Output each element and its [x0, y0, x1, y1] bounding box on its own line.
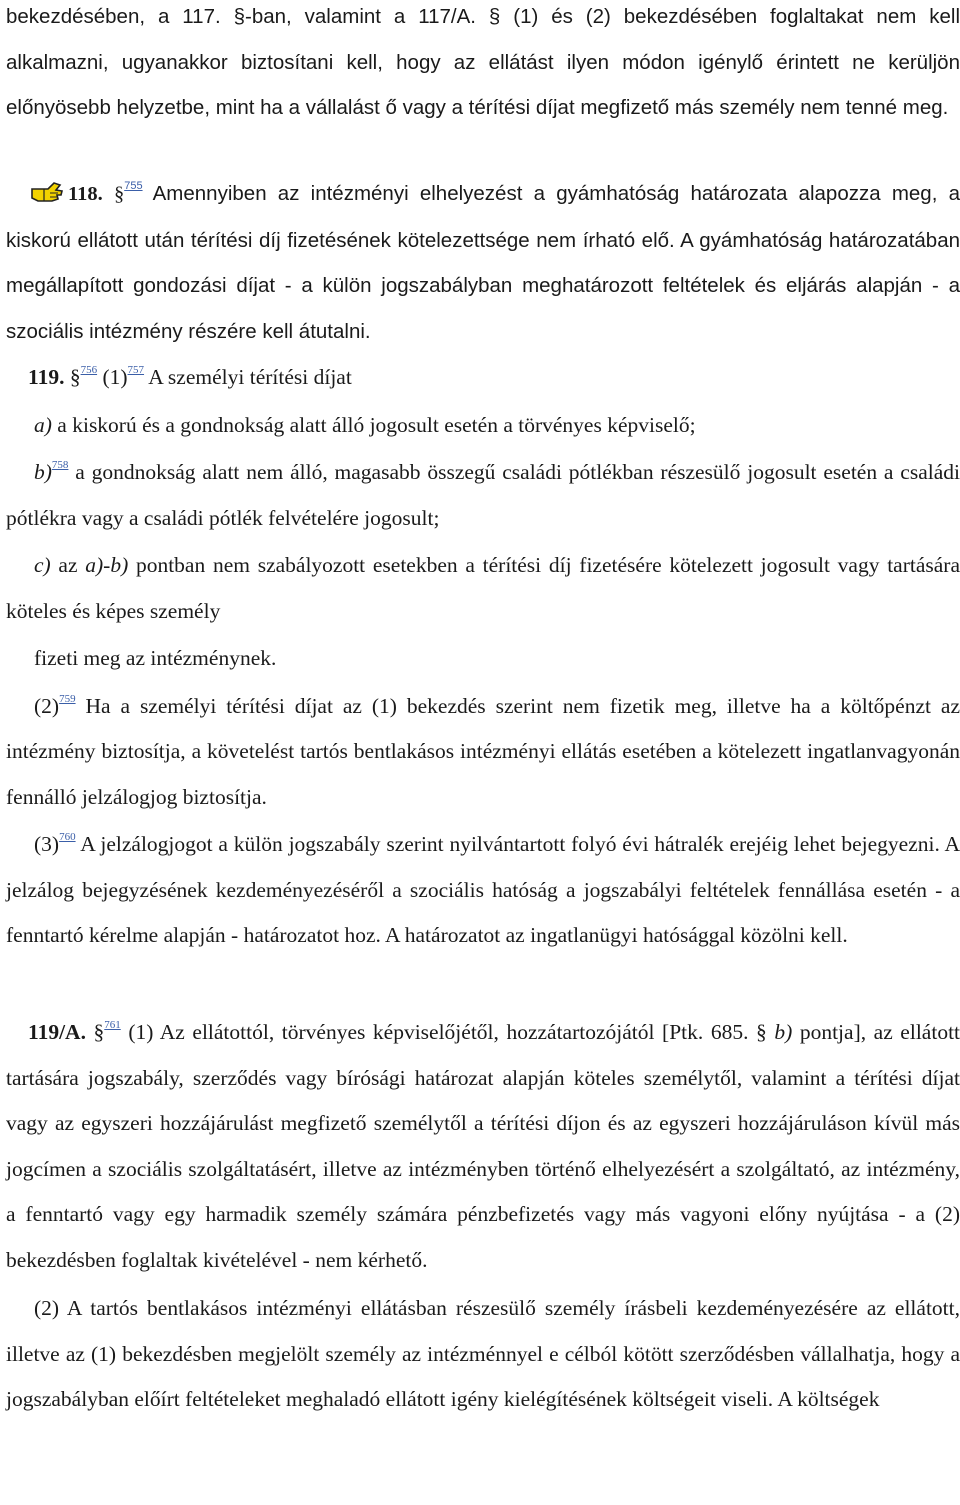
paragraph-label: (2)	[34, 693, 60, 718]
section-119a-para-2: (2) A tartós bentlakásos intézményi ellátásban részesülő személy írásbeli kezdeményezésére az ellátott, illetve az (1) bekezdésben megjelölt személy az intézménnyel e célból kötött szerződésben vállalhatja, hogy a jogszabályban előírt feltételeket meghaladó ellátott igény kielégítésének költségeit viseli. A költségek	[6, 1296, 960, 1411]
section-118-text	[6, 171, 960, 354]
footnote-link-755[interactable]: 755	[124, 180, 143, 192]
footnote-link-761[interactable]: 761	[104, 1019, 121, 1031]
paragraph-label: (1)	[97, 365, 128, 389]
section-sign: §	[93, 1020, 105, 1044]
paragraph-text: Ha a személyi térítési díjat az (1) bekezdés szerint nem fizetik meg, illetve ha a költőpénzt az intézmény biztosítja, a követelést tartós bentlakásos intézményi ellátás esetében a kötelezett ingatlanvagyonán fennálló jelzálogjog biztosítja.	[6, 693, 960, 809]
point-text-part: az	[50, 553, 86, 577]
paragraph-text-part: (1) Az ellátottól, törvényes képviselőjétől, hozzátartozójától [Ptk. 685. §	[120, 1020, 775, 1044]
point-c	[6, 543, 960, 634]
section-number: 119.	[28, 365, 65, 389]
footnote-link-756[interactable]: 756	[80, 364, 98, 376]
section-119a-para-1	[6, 1010, 960, 1283]
point-a	[6, 403, 960, 449]
section-118-body: Amennyiben az intézményi elhelyezést a gyámhatóság határozata alapozza meg, a kiskorú ellátott után térítési díj fizetésének kötelezettsége nem írható elő. A gyámhatóság határozatában megállapított gondozási díjat - a külön jogszabályban meghatározott feltételek és eljárás alapján - a szociális intézmény részére kell átutalni.	[6, 182, 960, 343]
footnote-link-757[interactable]: 757	[127, 364, 145, 376]
paragraph-text: pontja], az ellátott tartására jogszabály, szerződés vagy bírósági határozat alapján köteles személytől, valamint a térítési díjat vagy az egyszeri hozzájárulást megfizető személytől a térítési díjon és az egyszeri hozzájáruláson kívül más jogcímen a szociális szolgáltatásért, illetve az intézményben történő elhelyezésért a szolgáltató, az intézmény, a fenntartó vagy egy harmadik személy számára pénzbefizetés vagy más vagyoni előny nyújtása - a (2) bekezdésben foglaltak kivételével - nem kérhető.	[6, 1020, 960, 1272]
intro-text: A személyi térítési díjat	[144, 365, 352, 389]
point-ref: b)	[774, 1020, 793, 1044]
point-ref: a)-b)	[85, 553, 129, 577]
section-sign: §	[113, 183, 125, 205]
point-text: a kiskorú és a gondnokság alatt álló jogosult esetén a törvényes képviselő;	[51, 412, 696, 437]
section-119-intro	[6, 355, 960, 401]
point-b	[6, 450, 960, 541]
paragraph-text: A jelzálogjogot a külön jogszabály szerint nyilvántartott folyó évi hátralék erejéig lehet bejegyezni. A jelzálog bejegyzésének kezdeményezéséről a szociális hatóság a jogszabályi feltételek fennállása esetén - a fenntartó kérelme alapján - határozatot hoz. A határozatot az ingatlanügyi hatósággal közölni kell.	[6, 832, 960, 947]
section-119	[6, 355, 960, 959]
point-text: a gondnokság alatt nem álló, magasabb összegű családi pótlékban részesülő jogosult esetén a családi pótlékra vagy a családi pótlék felvételére jogosult;	[6, 460, 960, 530]
point-label: a)	[34, 412, 52, 437]
point-label: c)	[34, 553, 51, 577]
footnote-link-760[interactable]: 760	[59, 831, 76, 843]
section-118	[6, 171, 960, 354]
text-block-top	[6, 0, 960, 131]
pointing-hand-icon	[30, 181, 64, 203]
section-119-para-3	[6, 822, 960, 959]
paragraph-label: (3)	[34, 832, 60, 856]
footnote-link-759[interactable]: 759	[59, 692, 76, 705]
section-number: 118.	[68, 183, 103, 205]
section-119-para-2	[6, 684, 960, 821]
section-number: 119/A.	[28, 1020, 86, 1044]
point-label: b)	[34, 460, 52, 484]
section-sign: §	[69, 365, 81, 389]
point-text: pontban nem szabályozott esetekben a térítési díj fizetésére kötelezett jogosult vagy tartására köteles és képes személy	[6, 553, 960, 623]
paragraph-continuation: bekezdésében, a 117. §-ban, valamint a 117/A. § (1) és (2) bekezdésében foglaltakat nem kell alkalmazni, ugyanakkor biztosítani kell, hogy az ellátást ilyen módon igénylő érintett ne kerüljön előnyösebb helyzetbe, mint ha a vállalást ő vagy a térítési díjat megfizető más személy nem tenné meg.	[6, 5, 960, 119]
section-119a	[6, 1010, 960, 1423]
footnote-link-758[interactable]: 758	[51, 459, 69, 471]
section-119-closing: fizeti meg az intézménynek.	[34, 646, 277, 670]
